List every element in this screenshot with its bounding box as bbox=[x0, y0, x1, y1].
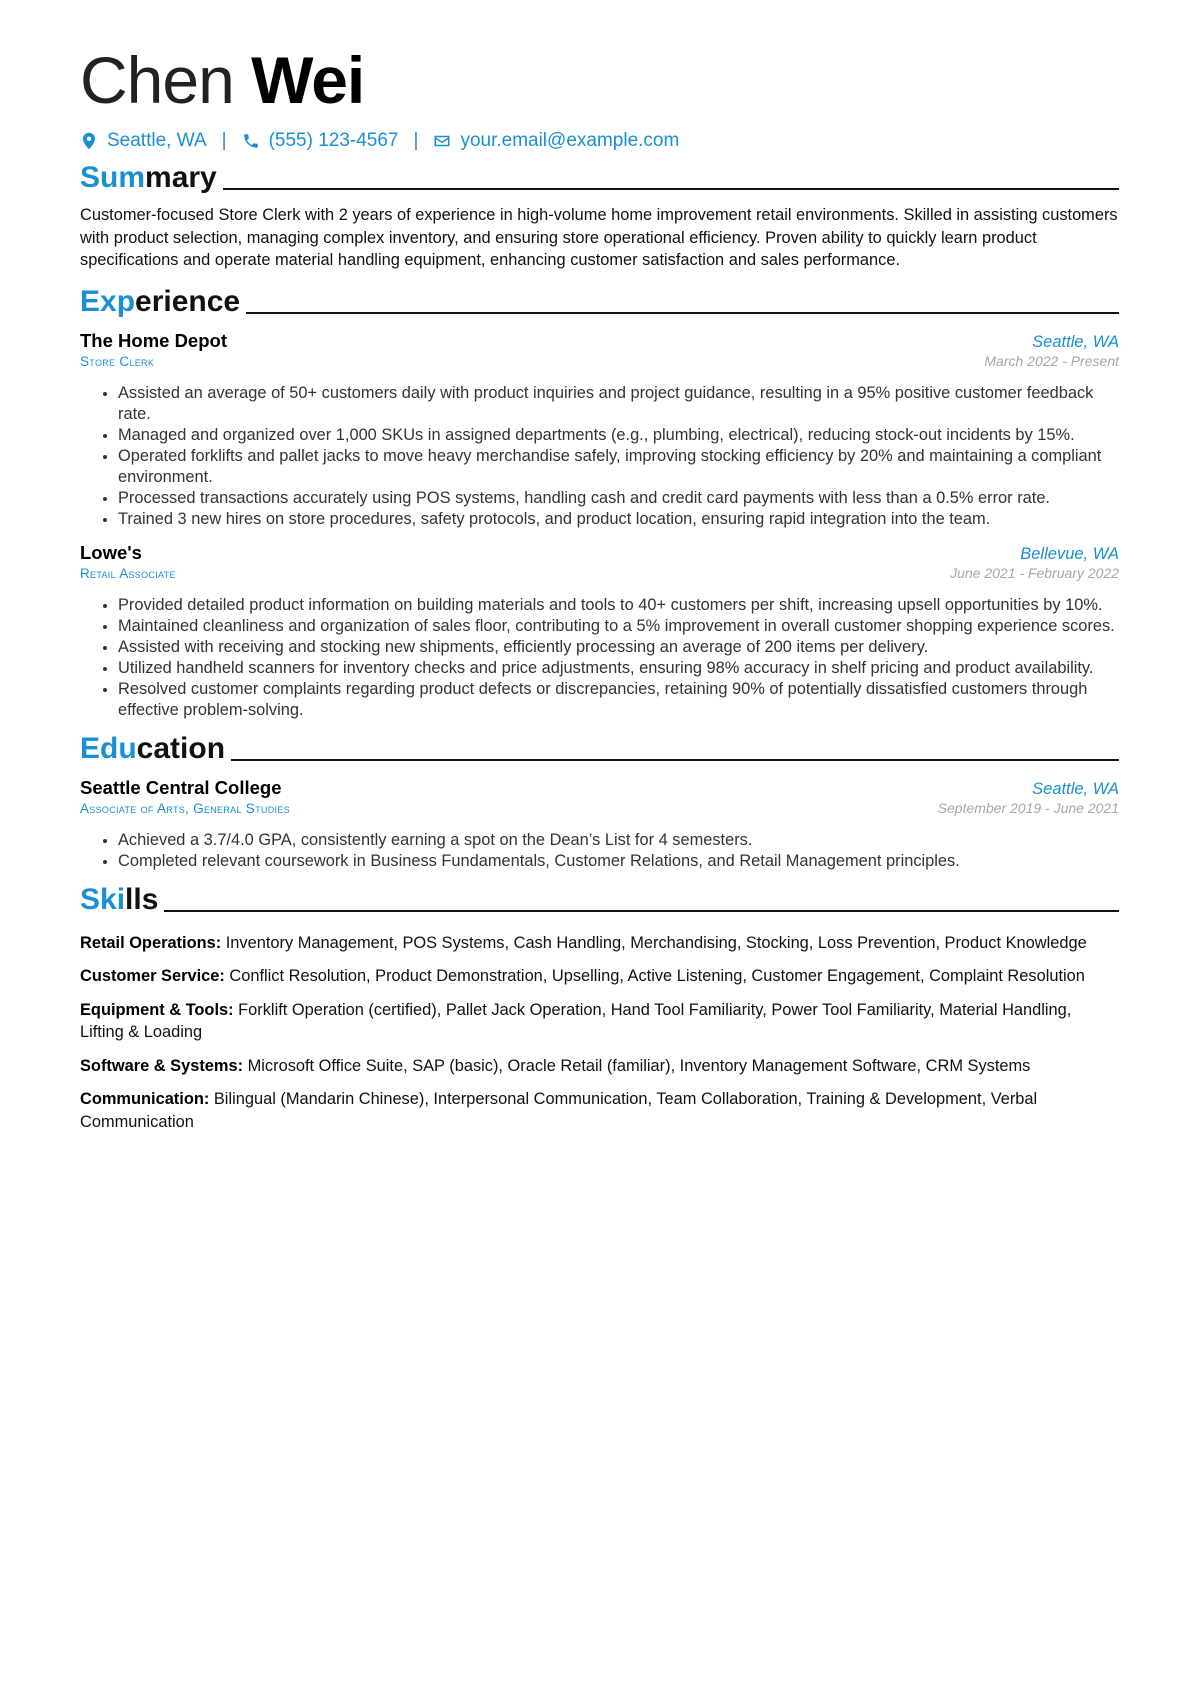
skill-values: Microsoft Office Suite, SAP (basic), Oracle Retail (familiar), Inventory Management Software, CRM Systems bbox=[247, 1056, 1031, 1075]
list-item: • Completed relevant coursework in Business Fundamentals, Customer Relations, and Retail Management principles. bbox=[118, 851, 1119, 872]
contact-separator: | bbox=[221, 130, 227, 151]
skill-category: Equipment & Tools: bbox=[80, 1000, 234, 1019]
skill-row bbox=[80, 1055, 1119, 1078]
skill-row bbox=[80, 1088, 1119, 1133]
list-item: • Managed and organized over 1,000 SKUs in assigned departments (e.g., plumbing, electrical), reducing stock-out incidents by 15%. bbox=[118, 425, 1119, 446]
list-item: • Utilized handheld scanners for inventory checks and price adjustments, ensuring 98% accuracy in shelf pricing and product availability. bbox=[118, 658, 1119, 679]
experience-entry bbox=[80, 330, 1119, 530]
employer-name: Lowe's bbox=[80, 541, 142, 563]
email-link[interactable]: your.email@example.com bbox=[460, 130, 680, 151]
entry-subheader bbox=[80, 352, 1119, 369]
section-title-accent: Ski bbox=[80, 882, 126, 916]
section-rule bbox=[223, 188, 1119, 190]
list-item: • Achieved a 3.7/4.0 GPA, consistently earning a spot on the Dean’s List for 4 semesters. bbox=[118, 830, 1119, 851]
skill-category: Customer Service: bbox=[80, 967, 225, 985]
entry-header bbox=[80, 542, 1119, 564]
skill-row bbox=[80, 932, 1119, 955]
first-name: Chen bbox=[80, 43, 234, 117]
achievement-list bbox=[80, 383, 1119, 530]
employer-name: The Home Depot bbox=[80, 329, 227, 351]
map-marker-icon bbox=[80, 132, 98, 150]
skill-values: Inventory Management, POS Systems, Cash Handling, Merchandising, Stocking, Loss Prevention, Product Knowledge bbox=[225, 933, 1087, 952]
skill-values: Conflict Resolution, Product Demonstration, Upselling, Active Listening, Customer Engagement, Complaint Resolution bbox=[229, 967, 1085, 985]
list-item: • Assisted an average of 50+ customers daily with product inquiries and project guidance, resulting in a 95% positive customer feedback rate. bbox=[118, 383, 1119, 425]
contact-location bbox=[80, 130, 207, 152]
section-title-rest: lls bbox=[125, 882, 159, 916]
section-rule bbox=[164, 910, 1119, 912]
skills-list bbox=[80, 932, 1119, 1134]
section-title-experience bbox=[80, 284, 1119, 320]
section-title-skills bbox=[80, 882, 1119, 918]
candidate-name bbox=[80, 40, 1119, 120]
school-name: Seattle Central College bbox=[80, 776, 282, 798]
education-entry bbox=[80, 777, 1119, 872]
skill-values: Forklift Operation (certified), Pallet Jack Operation, Hand Tool Familiarity, Power Tool Familiarity, Material Handling, Lifting & Loading bbox=[80, 1000, 1072, 1041]
achievement-list bbox=[80, 595, 1119, 721]
skill-values: Bilingual (Mandarin Chinese), Interpersonal Communication, Team Collaboration, Training & Development, Verbal Communication bbox=[80, 1090, 1038, 1131]
entry-location: Bellevue, WA bbox=[1020, 544, 1119, 563]
skill-row bbox=[80, 965, 1119, 988]
entry-dates: June 2021 - February 2022 bbox=[950, 564, 1119, 581]
job-title: Store Clerk bbox=[80, 353, 155, 369]
summary-text: Customer-focused Store Clerk with 2 years of experience in high-volume home improvement retail environments. Skilled in assisting customers with product selection, managing complex inventory, and ensuring store operational efficiency. Proven ability to quickly learn product specifications and operate material handling equipment, enhancing customer satisfaction and sales performance. bbox=[80, 206, 1118, 269]
contact-separator: | bbox=[413, 130, 419, 151]
phone-icon bbox=[242, 132, 260, 150]
section-title-accent: Exp bbox=[80, 284, 136, 318]
achievement-list bbox=[80, 830, 1119, 872]
section-title-rest: cation bbox=[136, 731, 226, 765]
list-item: • Provided detailed product information on building materials and tools to 40+ customers per shift, increasing upsell opportunities by 10%. bbox=[118, 595, 1119, 616]
section-rule bbox=[231, 759, 1119, 761]
phone-text[interactable]: (555) 123-4567 bbox=[268, 130, 399, 151]
skill-category: Software & Systems: bbox=[80, 1056, 244, 1075]
skill-category: Communication: bbox=[80, 1090, 210, 1108]
list-item: • Maintained cleanliness and organization of sales floor, contributing to a 5% improvement in overall customer shopping experience scores. bbox=[118, 616, 1119, 637]
list-item: • Trained 3 new hires on store procedures, safety protocols, and product location, ensuring rapid integration into the team. bbox=[118, 509, 1119, 530]
section-title-summary bbox=[80, 160, 1119, 196]
location-text: Seattle, WA bbox=[107, 130, 207, 151]
contact-bar bbox=[80, 130, 1119, 152]
skill-category: Retail Operations: bbox=[80, 933, 222, 952]
entry-dates: March 2022 - Present bbox=[984, 352, 1119, 369]
entry-header bbox=[80, 330, 1119, 352]
degree-title: Associate of Arts, General Studies bbox=[80, 800, 290, 816]
skill-row bbox=[80, 999, 1119, 1044]
section-rule bbox=[246, 312, 1119, 314]
job-title: Retail Associate bbox=[80, 565, 176, 581]
entry-dates: September 2019 - June 2021 bbox=[937, 799, 1119, 816]
envelope-icon bbox=[433, 132, 451, 150]
section-title-education bbox=[80, 731, 1119, 767]
section-title-rest: erience bbox=[135, 284, 241, 318]
entry-subheader bbox=[80, 799, 1119, 816]
section-title-rest: mary bbox=[145, 161, 217, 194]
contact-phone[interactable] bbox=[242, 130, 399, 152]
contact-email[interactable] bbox=[433, 130, 679, 152]
list-item: • Resolved customer complaints regarding product defects or discrepancies, retaining 90% of potentially dissatisfied customers through effective problem-solving. bbox=[118, 679, 1119, 721]
section-title-accent: Edu bbox=[80, 731, 137, 765]
last-name: Wei bbox=[251, 43, 365, 117]
list-item: • Processed transactions accurately using POS systems, handling cash and credit card payments with less than a 0.5% error rate. bbox=[118, 488, 1119, 509]
list-item: • Operated forklifts and pallet jacks to move heavy merchandise safely, improving stocking efficiency by 20% and maintaining a compliant environment. bbox=[118, 446, 1119, 488]
entry-location: Seattle, WA bbox=[1032, 332, 1119, 351]
entry-header bbox=[80, 777, 1119, 799]
experience-entry bbox=[80, 542, 1119, 721]
entry-subheader bbox=[80, 564, 1119, 581]
section-title-accent: Sum bbox=[80, 161, 146, 194]
list-item: • Assisted with receiving and stocking new shipments, efficiently processing an average of 200 items per delivery. bbox=[118, 637, 1119, 658]
entry-location: Seattle, WA bbox=[1032, 779, 1119, 798]
